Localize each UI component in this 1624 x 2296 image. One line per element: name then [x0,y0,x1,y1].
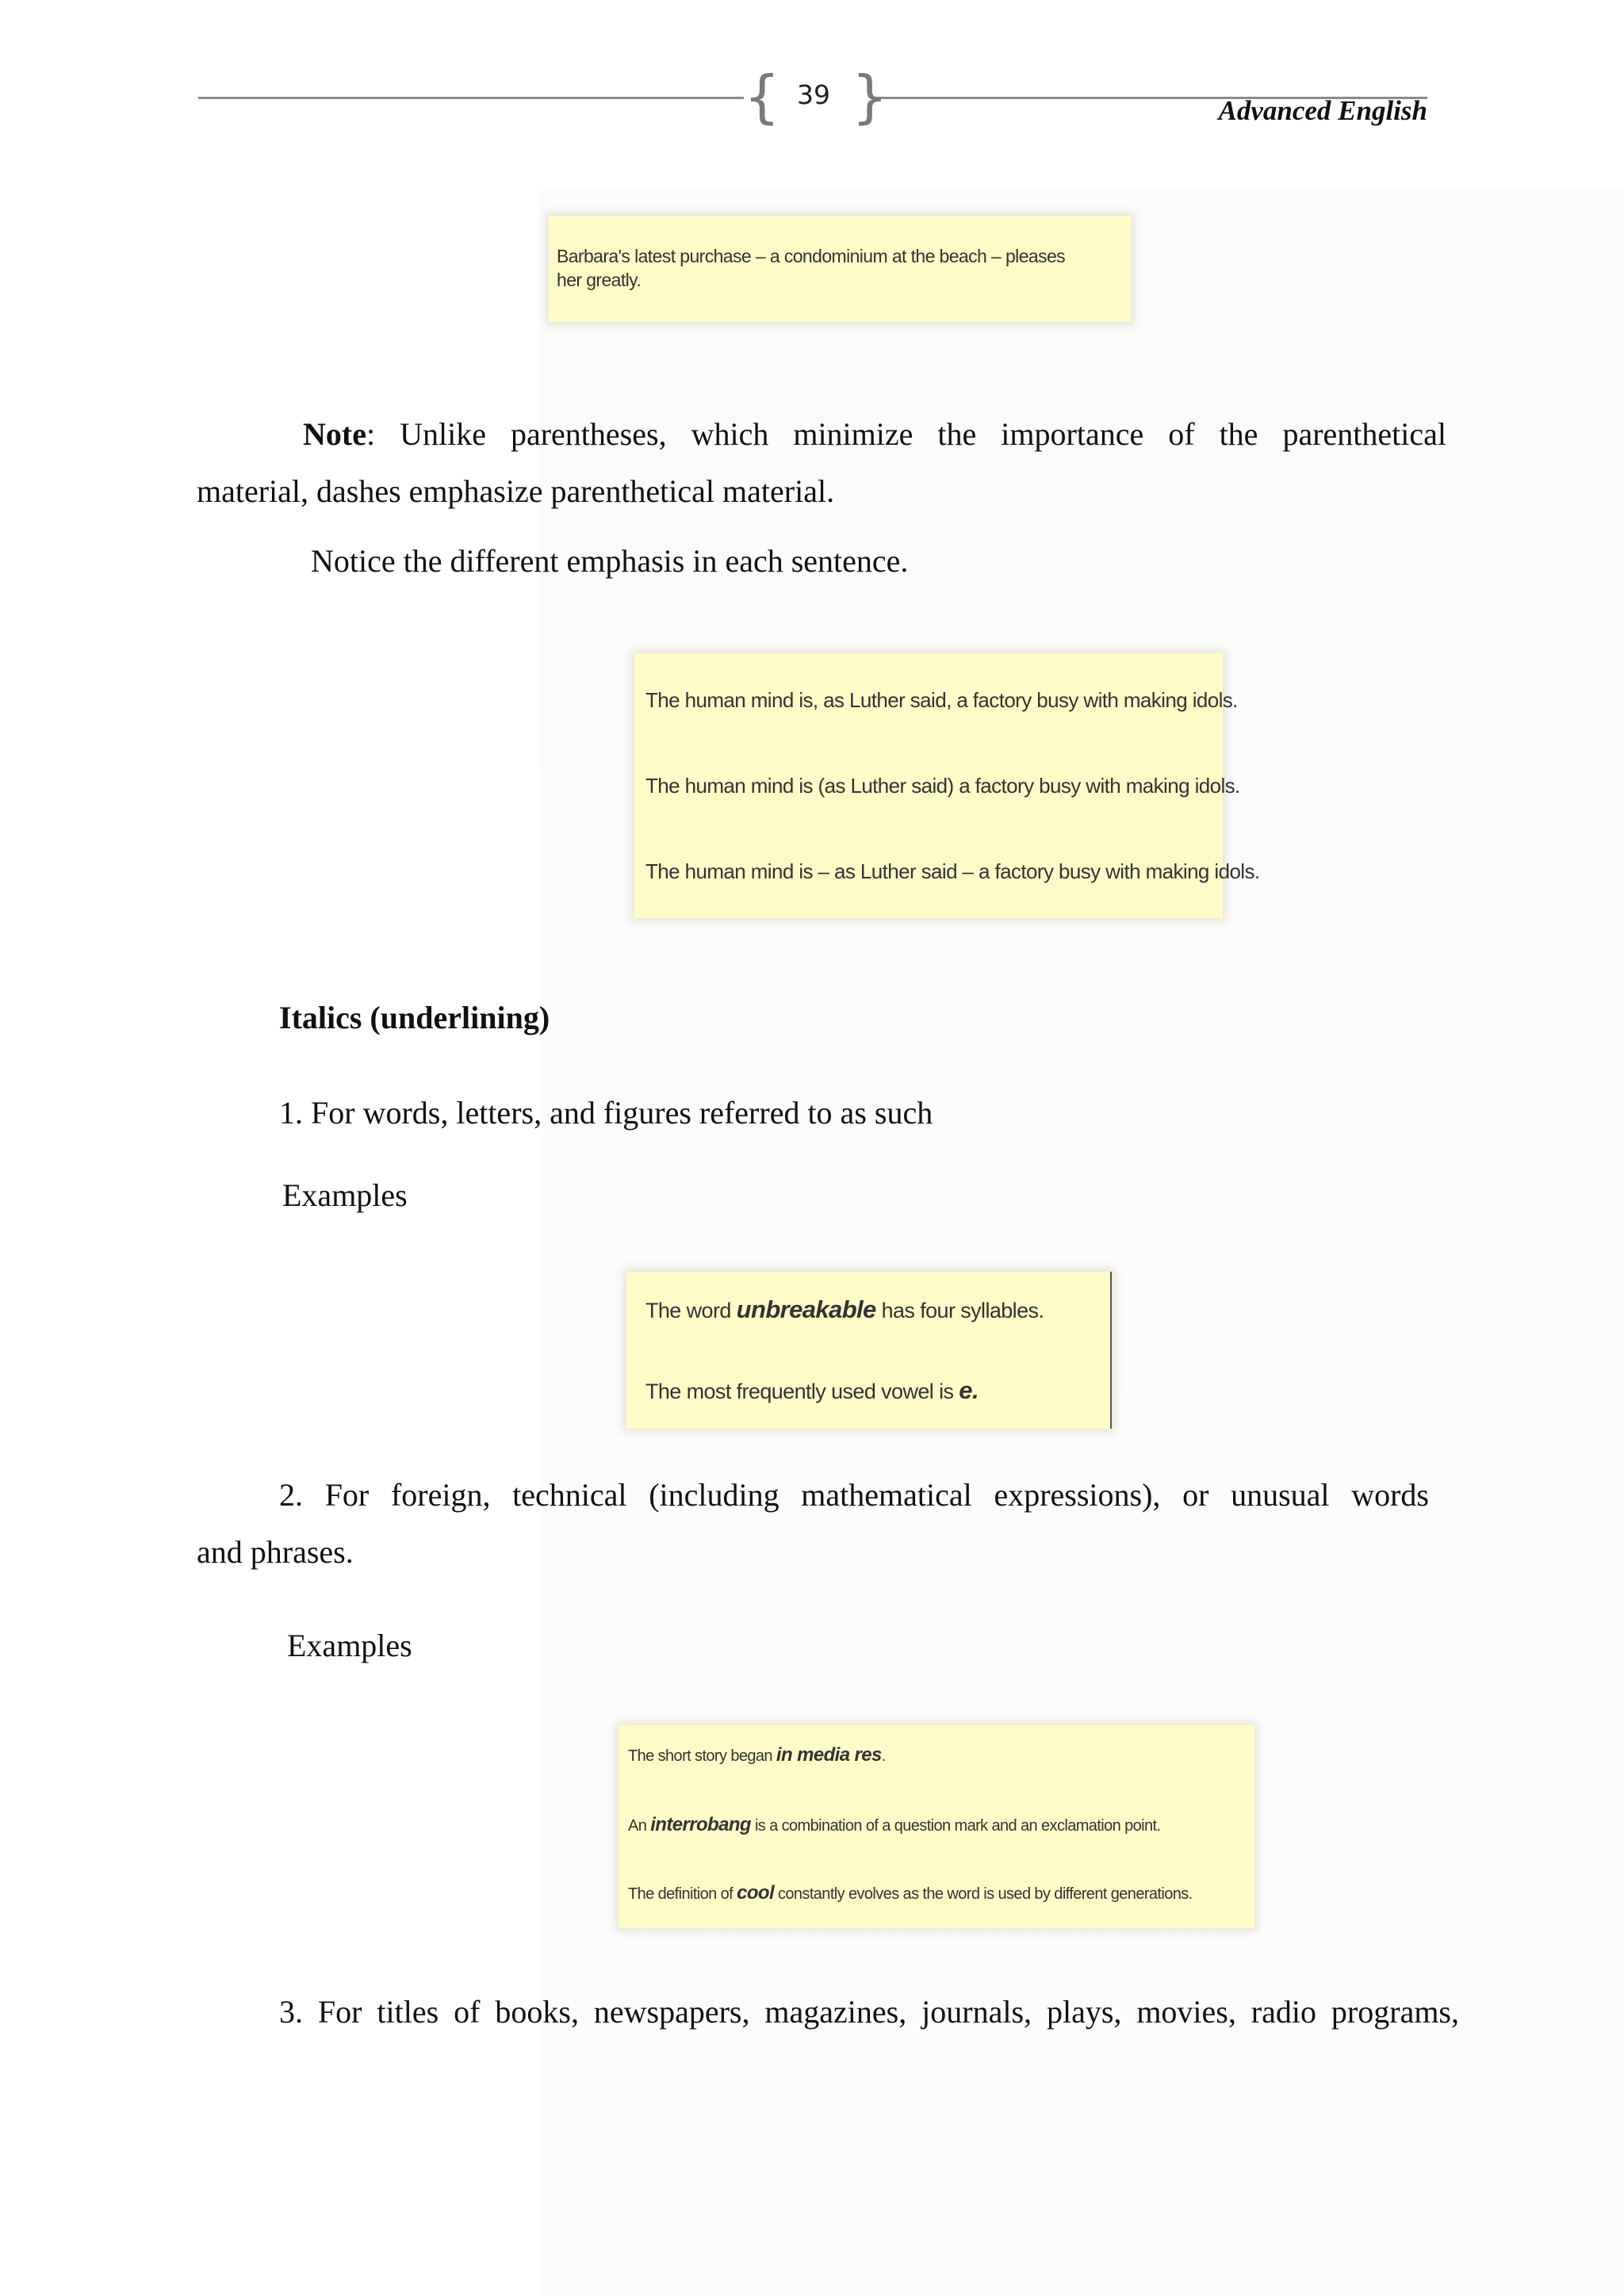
example-text: The most frequently used vowel is [645,1380,959,1403]
example-line: her greatly. [557,270,642,290]
example-text: The definition of [628,1885,737,1903]
example-box-emphasis [634,653,1260,918]
example-text: has four syllables. [875,1299,1044,1322]
section-heading: Italics (underlining) [279,1000,550,1035]
left-brace-icon: { [744,63,780,130]
example-italic-word: e. [959,1376,979,1404]
example-line [628,1814,1160,1836]
note-paragraph-line1 [303,406,1446,463]
right-brace-icon: } [852,63,888,130]
running-head: Advanced English [1218,95,1427,126]
example-line [628,1744,886,1766]
example-italic-word: interrobang [650,1814,751,1835]
notice-sentence: Notice the different emphasis in each sentence. [311,543,909,579]
example-line: Barbara's latest purchase – a condominium at the beach – pleases [557,246,1066,266]
example-italic-word: in media res [776,1744,882,1766]
example-line [645,1295,1044,1324]
example-text: The word [645,1299,737,1322]
example-line: The human mind is (as Luther said) a factory busy with making idols. [645,774,1240,798]
example-box-dashes [549,216,1131,322]
example-line [645,1376,979,1405]
examples-label: Examples [287,1628,412,1663]
note-text: : Unlike parentheses, which minimize the importance of the parenthetical [366,416,1446,452]
rule-3-line1: 3. For titles of books, newspapers, magazines, journals, plays, movies, radio programs, [279,1994,1459,2030]
example-line: The human mind is, as Luther said, a factory busy with making idols. [645,688,1238,712]
example-text: is a combination of a question mark and an exclamation point. [750,1817,1161,1835]
example-italic-word: cool [737,1882,775,1904]
example-box-foreign-terms [619,1725,1254,1928]
examples-label: Examples [282,1177,408,1213]
page-number: 39 [797,79,830,110]
rule-2-line1: 2. For foreign, technical (including mathematical expressions), or unusual words [279,1477,1429,1513]
example-italic-word: unbreakable [736,1295,876,1323]
header-rule-left [198,97,744,99]
note-label: Note [303,416,366,452]
example-text: An [628,1817,651,1835]
example-text: constantly evolves as the word is used by different generations. [774,1885,1193,1903]
rule-1: 1. For words, letters, and figures referred to as such [279,1095,933,1131]
rule-2-line2: and phrases. [197,1534,354,1570]
example-text: The short story began [628,1747,776,1765]
example-text: . [881,1747,886,1765]
example-line: The human mind is – as Luther said – a factory busy with making idols. [645,859,1260,883]
note-paragraph-line2: material, dashes emphasize parenthetical material. [197,473,835,509]
example-box-words-as-such [626,1272,1112,1429]
example-line [628,1882,1193,1904]
